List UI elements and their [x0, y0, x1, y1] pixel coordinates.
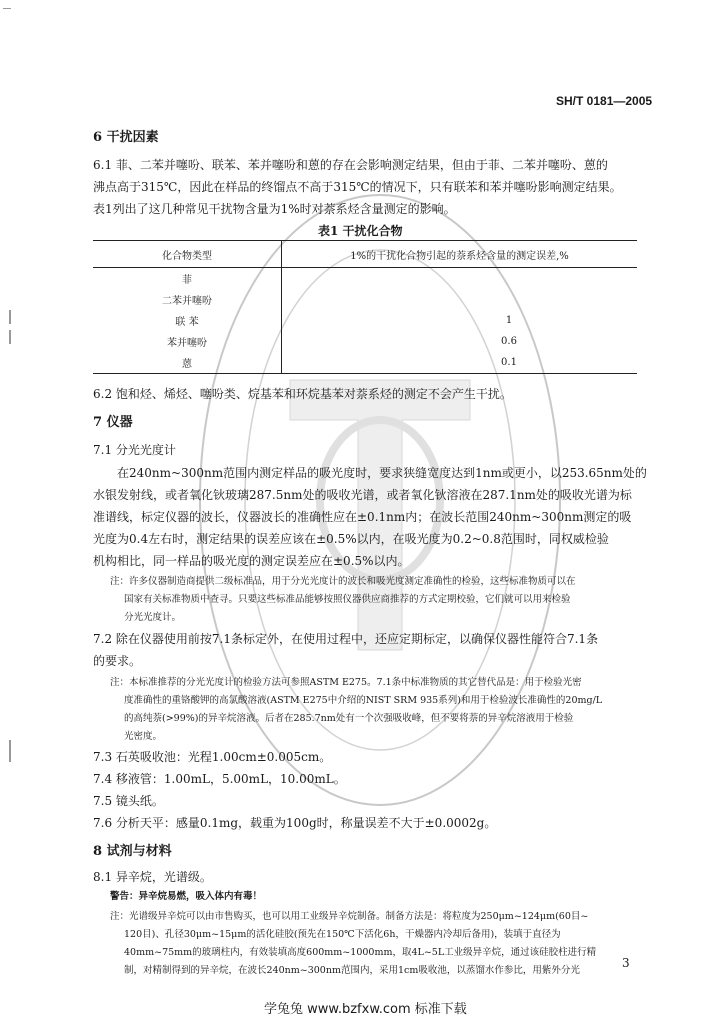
note-8-1-line-1: 注：光谱级异辛烷可以由市售购买，也可以用工业级异辛烷制备。制备方法是：将粒度为250μm~124μm(60目~: [110, 911, 589, 922]
table-cell-compound: 联 苯: [93, 310, 282, 331]
note-7-1-line-3: 分光光度计。: [124, 612, 182, 623]
note-8-1-line-2: 120目)、孔径30μm~15μm的活化硅胶(预先在150℃下活化6h，干燥器内冷却后备用)，装填于直径为: [124, 929, 561, 940]
para-7-1-line-1: 在240nm~300nm范围内测定样品的吸光度时，要求狭缝宽度达到1nm或更小，以253.65nm处的: [117, 466, 647, 480]
para-7-5: 7.5 镜头纸。: [93, 794, 164, 808]
table-row: [93, 331, 637, 352]
table-cell-error: 1: [505, 315, 513, 326]
table-row: [93, 268, 637, 290]
table-row: [93, 310, 637, 331]
scan-mark: [9, 330, 11, 344]
para-6-1-line-2: 沸点高于315℃，因此在样品的终馏点不高于315℃的情况下，只有联苯和苯并噻吩影响测定结果。: [93, 180, 622, 194]
para-7-1-line-3: 准谱线，标定仪器的波长，仪器波长的准确性应在±0.1nm内；在波长范围240nm~300nm测定的吸: [93, 510, 632, 524]
table-header-error: 1%的干扰化合物引起的萘系烃含量的测定误差,%: [282, 241, 638, 268]
note-8-1-line-4: 制，对精制得到的异辛烷，在波长240nm~300nm范围内，采用1cm吸收池，以蒸馏水作参比，用紫外分光: [124, 965, 580, 976]
table-row: [93, 352, 637, 374]
scan-mark: [3, 8, 11, 9]
para-7-1-line-2: 水银发射线，或者氧化钬玻璃287.5nm处的吸收光谱，或者氧化钬溶液在287.1nm处的吸收光谱为标: [93, 488, 632, 502]
scan-mark: [9, 310, 11, 324]
note-7-2-line-4: 光密度。: [124, 731, 163, 742]
table-row: [93, 289, 637, 310]
note-7-1-line-1: 注：许多仪器制造商提供二级标准品，用于分光光度计的波长和吸光度测定准确性的检验，这些标准物质可以在: [110, 576, 576, 587]
standard-number: SH/T 0181—2005: [556, 94, 653, 108]
table-cell-error: 0.1: [282, 352, 638, 374]
para-7-4: 7.4 移液管：1.00mL，5.00mL，10.00mL。: [93, 772, 346, 786]
section-6-title: 6 干扰因素: [93, 130, 159, 145]
table-cell-compound: 苯并噻吩: [93, 331, 282, 352]
page-number: 3: [622, 956, 630, 970]
para-7-2-line-2: 的要求。: [93, 654, 142, 668]
table-1-caption: 表1 干扰化合物: [318, 224, 403, 238]
para-7-6: 7.6 分析天平：感量0.1mg，载重为100g时，称量误差不大于±0.0002g。: [93, 816, 497, 830]
table-cell-compound: 二苯并噻吩: [93, 289, 282, 310]
note-8-1-line-3: 40mm~75mm的玻璃柱内，有效装填高度600mm~1000mm，取4L~5L工业级异辛烷，通过该硅胶柱进行精: [124, 947, 597, 958]
table-cell-compound: 菲: [93, 268, 282, 290]
note-7-1-line-2: 国家有关标准物质中查寻。只要这些标准品能够按照仪器供应商推荐的方式定期校验，它们就可以用来检验: [124, 594, 571, 605]
para-6-1-line-3: 表1列出了这几种常见干扰物含量为1%时对萘系烃含量测定的影响。: [93, 202, 456, 216]
para-6-1-line-1: 6.1 菲、二苯并噻吩、联苯、苯并噻吩和蒽的存在会影响测定结果，但由于菲、二苯并噻吩、蒽的: [93, 158, 608, 172]
note-7-2-line-3: 的高纯萘(>99%)的异辛烷溶液。后者在285.7nm处有一个次强吸收峰，但不要将萘的异辛烷溶液用于检验: [124, 713, 574, 724]
para-7-1-line-4: 光度为0.4左右时，测定结果的误差应该在±0.5%以内，在吸光度为0.2~0.8范围时，同权威检验: [93, 532, 609, 546]
footer-banner: 学兔兔 www.bzfxw.com 标准下载: [264, 1002, 467, 1017]
scan-mark: [9, 740, 11, 762]
table-cell-error: [282, 268, 638, 290]
para-7-1-line-5: 机构相比，同一样品的吸光度的测定误差应在±0.5%以内。: [93, 554, 410, 568]
table-cell-error: 0.6: [501, 336, 517, 347]
section-7-title: 7 仪器: [93, 415, 133, 430]
para-7-2-line-1: 7.2 除在仪器使用前按7.1条标定外，在使用过程中，还应定期标定，以确保仪器性能符合7.1条: [93, 632, 599, 646]
note-7-2-line-1: 注：本标准推荐的分光光度计的检验方法可参照ASTM E275。7.1条中标准物质的其它替代品是：用于检验光密: [110, 677, 582, 688]
interference-table: [93, 240, 637, 374]
table-header-compound: 化合物类型: [93, 241, 282, 268]
warning-8-1: 警告：异辛烷易燃，吸入体内有毒！: [110, 891, 263, 902]
para-6-2: 6.2 饱和烃、烯烃、噻吩类、烷基苯和环烷基苯对萘系烃的测定不会产生干扰。: [93, 387, 512, 401]
note-7-2-line-2: 度准确性的重铬酸钾的高氯酸溶液(ASTM E275中介绍的NIST SRM 935系列)和用于检验波长准确性的20mg/L: [124, 695, 603, 706]
para-7-3: 7.3 石英吸收池：光程1.00cm±0.005cm。: [93, 750, 332, 764]
para-8-1: 8.1 异辛烷，光谱级。: [93, 870, 212, 884]
subsection-7-1-title: 7.1 分光光度计: [93, 443, 176, 457]
section-8-title: 8 试剂与材料: [93, 844, 172, 859]
table-cell-compound: 蒽: [93, 352, 282, 374]
table-cell-error: [282, 289, 638, 310]
